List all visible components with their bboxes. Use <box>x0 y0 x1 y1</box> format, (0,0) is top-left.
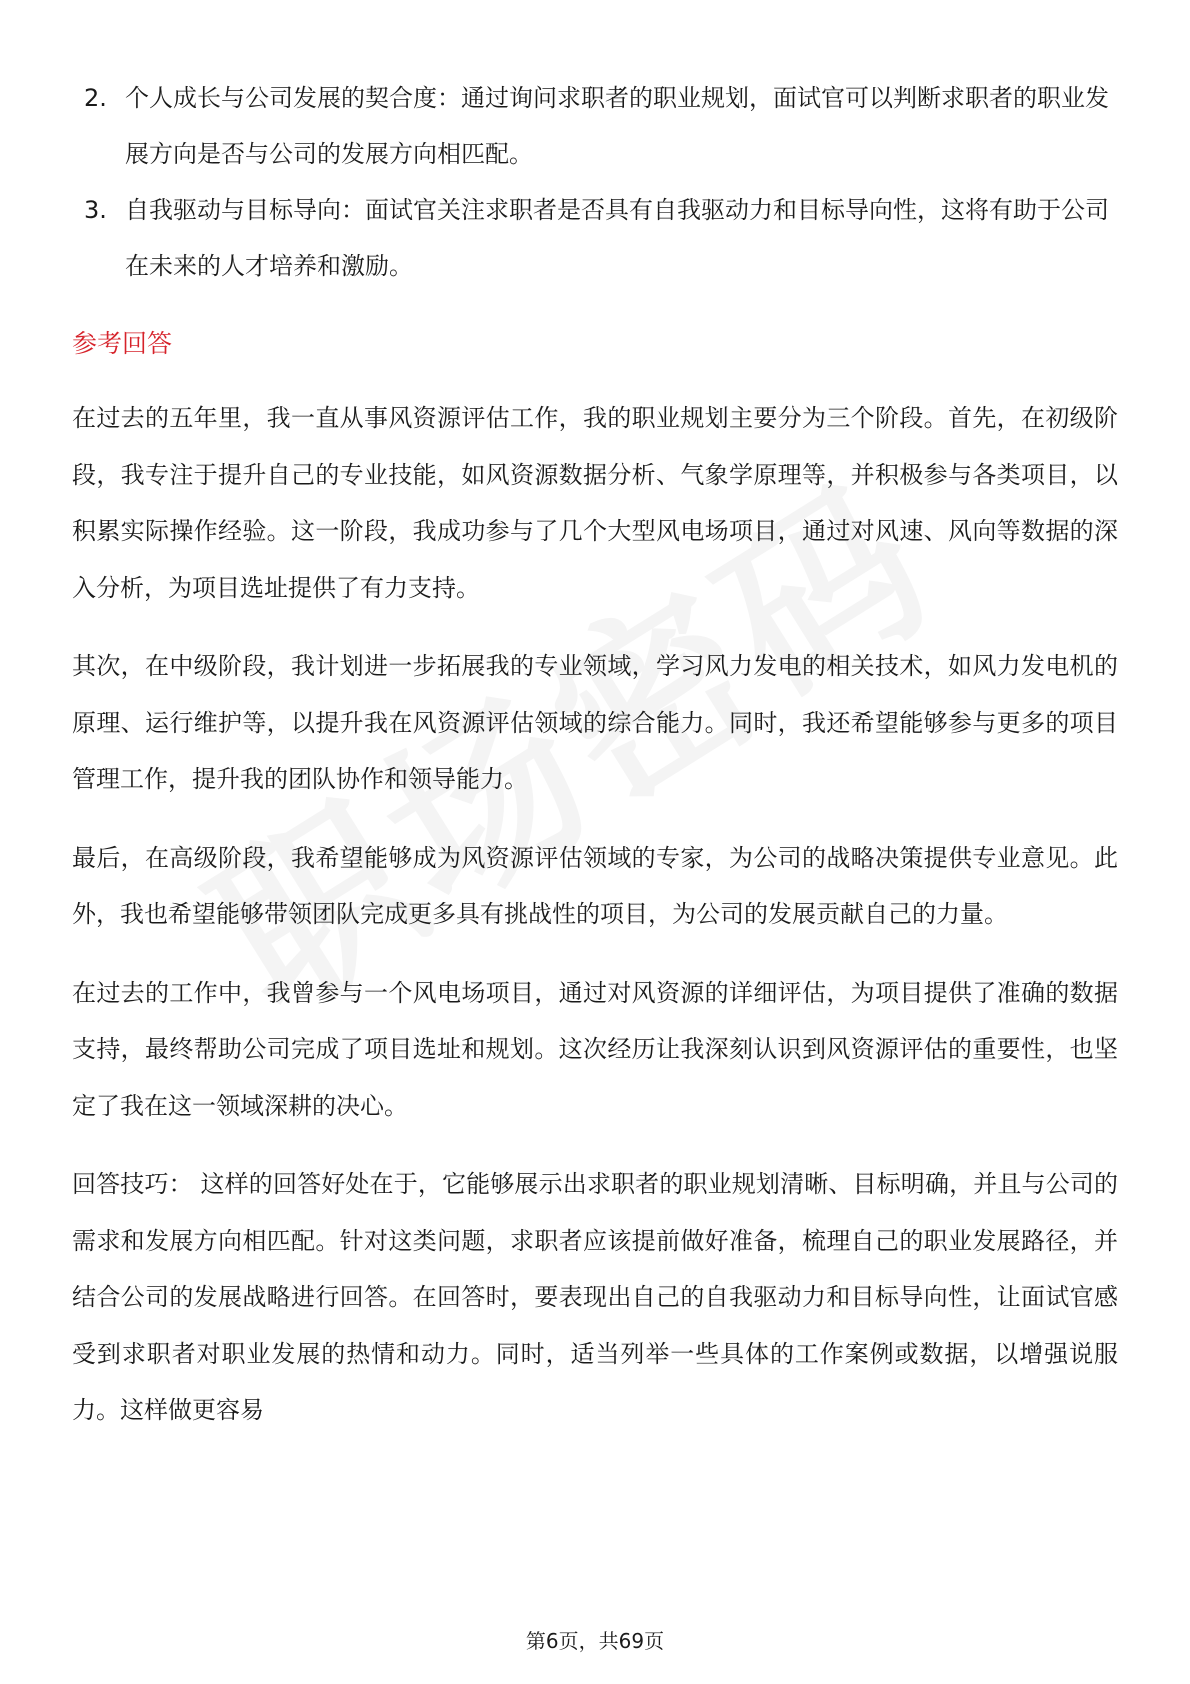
paragraph: 最后，在高级阶段，我希望能够成为风资源评估领域的专家，为公司的战略决策提供专业意见。此外，我也希望能够带领团队完成更多具有挑战性的项目，为公司的发展贡献自己的力量。 <box>72 843 1118 928</box>
section-title: 参考回答 <box>72 329 173 358</box>
paragraph: 其次，在中级阶段，我计划进一步拓展我的专业领域，学习风力发电的相关技术，如风力发电机的原理、运行维护等，以提升我在风资源评估领域的综合能力。同时，我还希望能够参与更多的项目管理工作，提升我的团队协作和领导能力。 <box>72 652 1118 793</box>
list-item-text: 自我驱动与目标导向：面试官关注求职者是否具有自我驱动力和目标导向性，这将有助于公司在未来的人才培养和激励。 <box>125 196 1109 280</box>
page-number-footer: 第6页，共69页 <box>525 1629 665 1653</box>
list-item <box>72 70 1118 182</box>
list-item <box>72 182 1118 294</box>
list-item-text: 个人成长与公司发展的契合度：通过询问求职者的职业规划，面试官可以判断求职者的职业发展方向是否与公司的发展方向相匹配。 <box>125 84 1109 168</box>
page-content <box>72 70 1118 1461</box>
paragraph: 在过去的五年里，我一直从事风资源评估工作，我的职业规划主要分为三个阶段。首先，在初级阶段，我专注于提升自己的专业技能，如风资源数据分析、气象学原理等，并积极参与各类项目，以积累实际操作经验。这一阶段，我成功参与了几个大型风电场项目，通过对风速、风向等数据的深入分析，为项目选址提供了有力支持。 <box>72 404 1118 602</box>
reason-list <box>72 70 1118 294</box>
paragraph: 在过去的工作中，我曾参与一个风电场项目，通过对风资源的详细评估，为项目提供了准确的数据支持，最终帮助公司完成了项目选址和规划。这次经历让我深刻认识到风资源评估的重要性，也坚定了我在这一领域深耕的决心。 <box>72 978 1118 1120</box>
list-item-number: 3. <box>84 196 107 224</box>
list-item-number: 2. <box>84 84 107 112</box>
answer-tips-paragraph: 回答技巧： 这样的回答好处在于，它能够展示出求职者的职业规划清晰、目标明确，并且与公司的需求和发展方向相匹配。针对这类问题，求职者应该提前做好准备，梳理自己的职业发展路径，并结合公司的发展战略进行回答。在回答时，要表现出自己的自我驱动力和目标导向性，让面试官感受到求职者对职业发展的热情和动力。同时，适当列举一些具体的工作案例或数据，以增强说服力。这样做更容易 <box>72 1170 1118 1424</box>
